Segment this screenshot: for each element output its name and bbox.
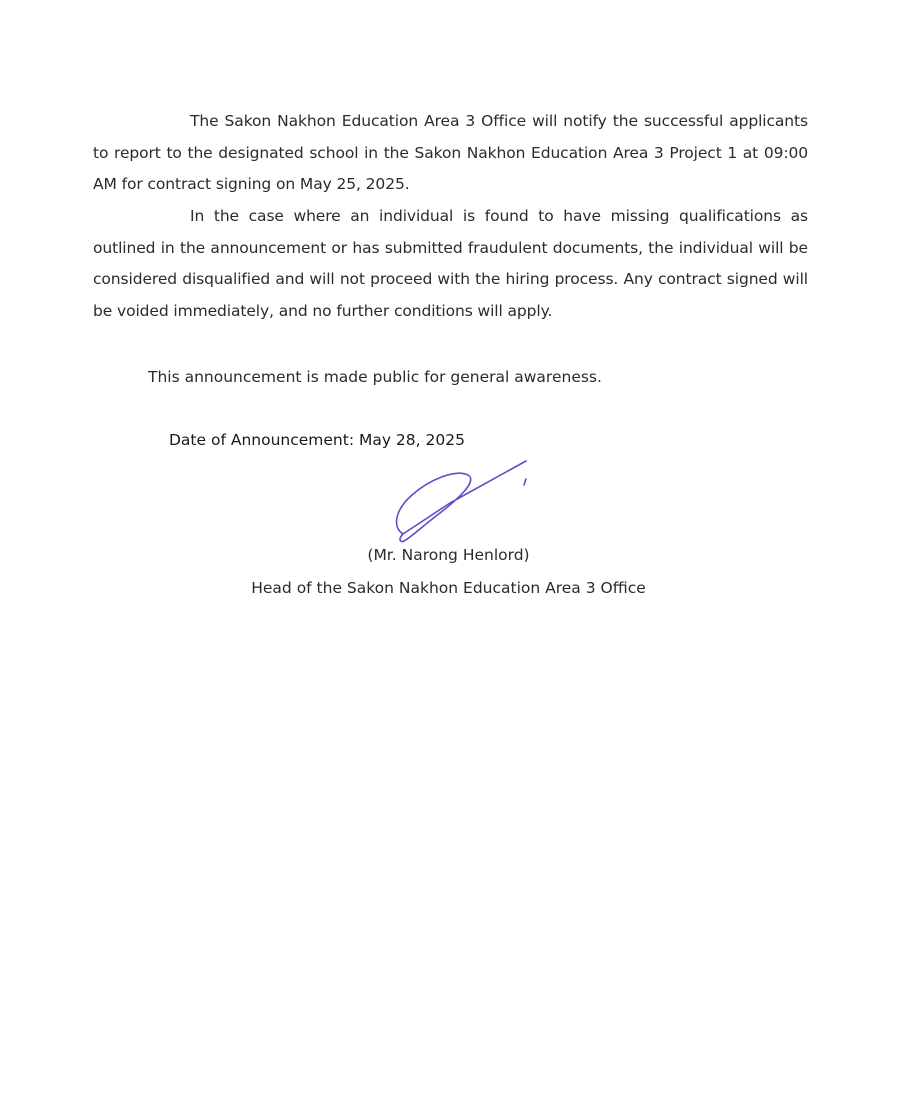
signature-stroke xyxy=(397,461,526,542)
disqualification-paragraph-text: In the case where an individual is found to have missing qualifications as outlined in the announcement or has submitted fraudulent documents, the individual will be considered disqualified and will not proceed with the hiring process. Any contract signed will be voided immediately, and no further conditions will apply. xyxy=(93,207,808,321)
signature-dot xyxy=(524,479,526,485)
notification-paragraph-text: The Sakon Nakhon Education Area 3 Office will notify the successful applicants to report to the designated school in the Sakon Nakhon Education Area 3 Project 1 at 09:00 AM for contract signing on May 25, 2025. xyxy=(93,112,808,194)
announcement-date: Date of Announcement: May 28, 2025 xyxy=(169,431,465,449)
notification-paragraph xyxy=(93,106,808,201)
awareness-statement: This announcement is made public for general awareness. xyxy=(148,368,602,386)
disqualification-paragraph xyxy=(93,201,808,328)
signer-name: (Mr. Narong Henlord) xyxy=(367,546,530,564)
signer-title: Head of the Sakon Nakhon Education Area 3 Office xyxy=(251,579,646,597)
handwritten-signature-icon xyxy=(390,455,540,550)
